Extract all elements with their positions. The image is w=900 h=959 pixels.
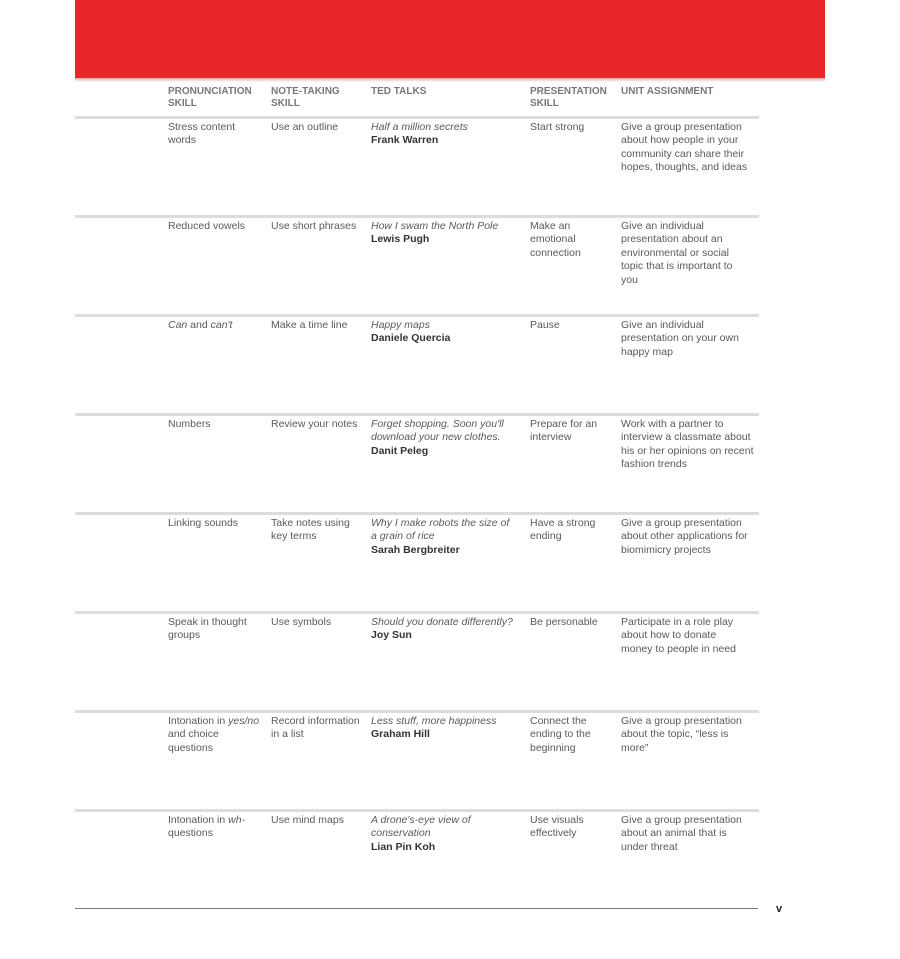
row-divider [75,512,759,515]
talk-speaker: Lewis Pugh [371,233,430,246]
assignment-cell: Give a group presentation about other applications for biomimicry projects [621,517,748,556]
table-row [0,512,900,611]
talk-title: Should you donate differently? [371,616,513,628]
row-divider [75,611,759,614]
ted-talk-cell [371,517,511,557]
pronunciation-cell: Speak in thought groups [168,616,247,642]
header-note-taking-line1: NOTE-TAKING [271,86,340,97]
pronunciation-part: and choice questions [168,728,219,754]
ted-talk-cell [371,616,527,643]
header-pronunciation-skill [168,86,252,110]
talk-title: Less stuff, more happiness [371,715,497,727]
table-row [0,809,900,908]
pronunciation-part: yes/no [228,715,260,727]
pronunciation-part: Intonation in [168,814,229,826]
ted-talk-cell [371,814,489,854]
ted-talk-cell [371,319,523,346]
note-taking-cell: Use mind maps [271,814,344,826]
ted-talk-cell [371,121,523,148]
note-taking-cell: Make a time line [271,319,348,331]
note-taking-cell: Take notes using key terms [271,517,350,543]
pronunciation-cell: Linking sounds [168,517,239,529]
pronunciation-cell: Reduced vowels [168,220,246,232]
footer-rule [75,908,758,909]
assignment-cell: Participate in a role play about how to donate money to people in need [621,616,737,655]
presentation-cell: Pause [530,319,560,331]
presentation-cell: Prepare for an interview [530,418,598,444]
talk-speaker: Daniele Quercia [371,332,451,345]
assignment-cell: Give an individual presentation on your own happy map [621,319,739,358]
table-row [0,116,900,215]
header-ted-talks: TED TALKS [371,86,427,97]
assignment-cell: Give a group presentation about the topic, “less is more” [621,715,742,754]
row-divider [75,314,759,317]
row-divider [75,809,759,812]
presentation-cell: Start strong [530,121,585,133]
header-note-taking-skill [271,86,340,110]
row-divider [75,116,759,119]
table-row [0,314,900,413]
talk-title: How I swam the North Pole [371,220,499,232]
talk-title: A drone's-eye view of conservation [371,814,471,840]
pronunciation-cell [168,715,264,755]
pronunciation-part: questions [168,827,213,840]
talk-title: Forget shopping. Soon you'll download your new clothes. [371,418,504,444]
talk-speaker: Lian Pin Koh [371,840,436,853]
pronunciation-part: wh- [228,814,246,826]
talk-speaker: Danit Peleg [371,444,429,457]
talk-speaker: Sarah Bergbreiter [371,543,460,556]
pronunciation-cell: Stress content words [168,121,236,147]
talk-title: Happy maps [371,319,430,331]
header-pronunciation-line2: SKILL [168,98,197,109]
header-note-taking-line2: SKILL [271,98,300,109]
header-unit-assignment: UNIT ASSIGNMENT [621,86,714,97]
header-presentation-line1: PRESENTATION [530,86,607,97]
talk-speaker: Joy Sun [371,629,412,642]
pronunciation-cell [168,319,264,332]
presentation-cell: Have a strong ending [530,517,596,543]
talk-title: Half a million secrets [371,121,468,133]
pronunciation-part: and [187,319,211,331]
note-taking-cell: Record information in a list [271,715,360,741]
note-taking-cell: Use symbols [271,616,332,628]
header-pronunciation-line1: PRONUNCIATION [168,86,252,97]
header-presentation-line2: SKILL [530,98,559,109]
pronunciation-part: Can [168,319,188,331]
header-banner [75,0,825,78]
talk-speaker: Graham Hill [371,728,430,741]
page-number: v [776,903,783,915]
presentation-cell: Be personable [530,616,598,628]
presentation-cell: Use visuals effectively [530,814,584,840]
assignment-cell: Give an individual presentation about an environmental or social topic that is important to you [621,220,733,286]
row-divider [75,710,759,713]
ted-talk-cell [371,715,523,742]
table-row [0,611,900,710]
pronunciation-part: can't [210,319,233,331]
table-row [0,215,900,314]
presentation-cell: Connect the ending to the beginning [530,715,591,754]
talk-speaker: Frank Warren [371,134,439,147]
note-taking-cell: Use short phrases [271,220,357,232]
talk-title: Why I make robots the size of a grain of rice [371,517,510,543]
header-presentation-skill [530,86,607,110]
table-row [0,710,900,809]
assignment-cell: Give a group presentation about an animal that is under threat [621,814,742,853]
note-taking-cell: Review your notes [271,418,358,430]
pronunciation-part: Intonation in [168,715,229,727]
table-row [0,413,900,512]
note-taking-cell: Use an outline [271,121,339,133]
ted-talk-cell [371,220,523,247]
pronunciation-cell: Numbers [168,418,211,430]
ted-talk-cell [371,418,521,458]
presentation-cell: Make an emotional connection [530,220,581,259]
pronunciation-cell [168,814,264,841]
row-divider [75,215,759,218]
row-divider [75,413,759,416]
assignment-cell: Give a group presentation about how people in your community can share their hopes, thoughts, and ideas [621,121,748,174]
assignment-cell: Work with a partner to interview a classmate about his or her opinions on recent fashion trends [621,418,754,471]
